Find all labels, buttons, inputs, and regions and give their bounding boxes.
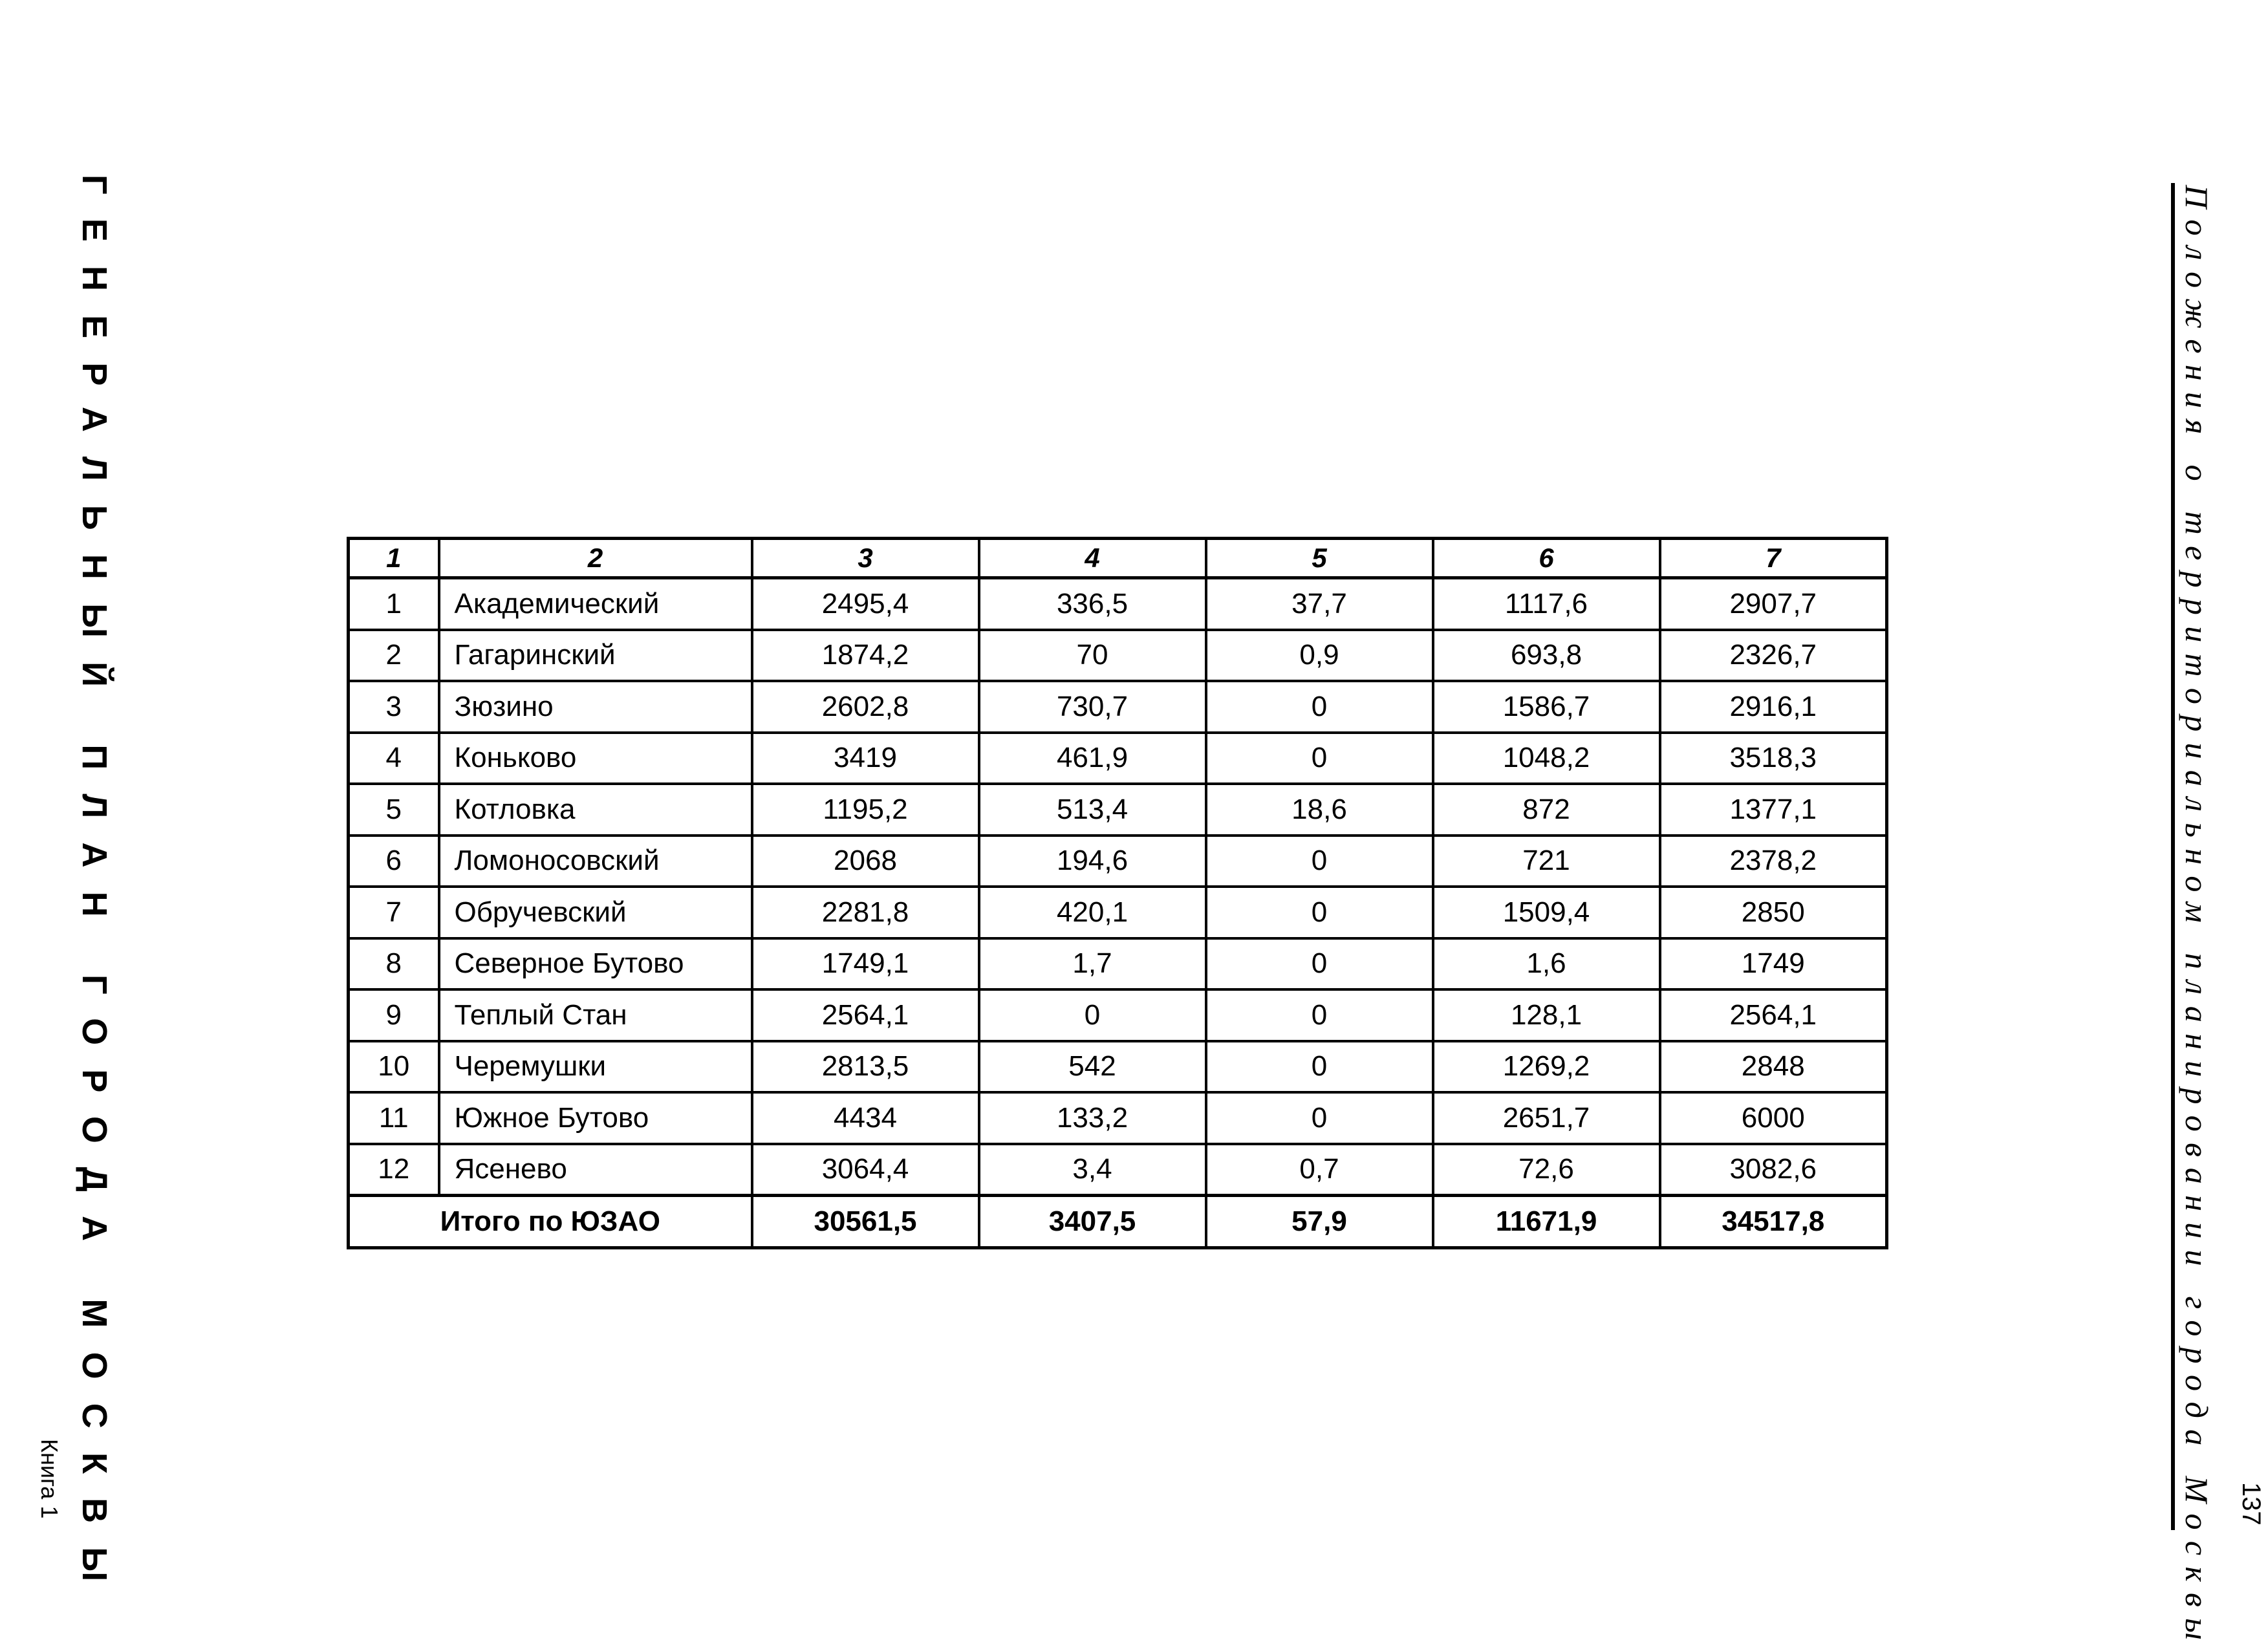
table-cell: 2651,7 xyxy=(1433,1092,1660,1144)
table-row xyxy=(349,989,1887,1041)
table-body xyxy=(349,578,1887,1196)
table-cell: 693,8 xyxy=(1433,630,1660,682)
table-cell: 2848 xyxy=(1660,1041,1887,1093)
district-name: Южное Бутово xyxy=(439,1092,752,1144)
table-cell: 0,9 xyxy=(1206,630,1433,682)
district-name: Коньково xyxy=(439,733,752,784)
table-cell: 18,6 xyxy=(1206,784,1433,836)
table-cell: 0 xyxy=(979,989,1206,1041)
table-cell: 0,7 xyxy=(1206,1144,1433,1196)
total-value: 30561,5 xyxy=(752,1196,979,1248)
table-cell: 0 xyxy=(1206,938,1433,990)
table-cell: 1,6 xyxy=(1433,938,1660,990)
table-cell: 0 xyxy=(1206,989,1433,1041)
column-header: 7 xyxy=(1660,539,1887,578)
total-value: 57,9 xyxy=(1206,1196,1433,1248)
table-cell: 3082,6 xyxy=(1660,1144,1887,1196)
table-cell: 2564,1 xyxy=(1660,989,1887,1041)
table-cell: 2495,4 xyxy=(752,578,979,630)
table-cell: 128,1 xyxy=(1433,989,1660,1041)
table-cell: 37,7 xyxy=(1206,578,1433,630)
district-name: Теплый Стан xyxy=(439,989,752,1041)
table-row xyxy=(349,578,1887,630)
header-row xyxy=(349,539,1887,578)
table-cell: 2602,8 xyxy=(752,681,979,733)
table-cell: 1749,1 xyxy=(752,938,979,990)
row-number: 4 xyxy=(349,733,439,784)
row-number: 6 xyxy=(349,836,439,887)
table-cell: 461,9 xyxy=(979,733,1206,784)
row-number: 9 xyxy=(349,989,439,1041)
table-cell: 1,7 xyxy=(979,938,1206,990)
row-number: 12 xyxy=(349,1144,439,1196)
table-cell: 3419 xyxy=(752,733,979,784)
table-row xyxy=(349,630,1887,682)
table-cell: 4434 xyxy=(752,1092,979,1144)
table-row xyxy=(349,1041,1887,1093)
table-cell: 2564,1 xyxy=(752,989,979,1041)
table-row xyxy=(349,887,1887,938)
district-name: Котловка xyxy=(439,784,752,836)
table-cell: 194,6 xyxy=(979,836,1206,887)
district-name: Ясенево xyxy=(439,1144,752,1196)
district-name: Ломоносовский xyxy=(439,836,752,887)
table-cell: 1874,2 xyxy=(752,630,979,682)
table-row xyxy=(349,681,1887,733)
district-name: Зюзино xyxy=(439,681,752,733)
column-header: 3 xyxy=(752,539,979,578)
section-title: Положения о территориальном планировании города Москвы xyxy=(2179,185,2215,1651)
row-number: 3 xyxy=(349,681,439,733)
district-name: Черемушки xyxy=(439,1041,752,1093)
row-number: 8 xyxy=(349,938,439,990)
row-number: 11 xyxy=(349,1092,439,1144)
total-value: 3407,5 xyxy=(979,1196,1206,1248)
table-cell: 2378,2 xyxy=(1660,836,1887,887)
district-name: Северное Бутово xyxy=(439,938,752,990)
total-row xyxy=(349,1196,1887,1248)
total-label: Итого по ЮЗАО xyxy=(349,1196,752,1248)
table-row xyxy=(349,733,1887,784)
table-cell: 2916,1 xyxy=(1660,681,1887,733)
table-cell: 133,2 xyxy=(979,1092,1206,1144)
table-cell: 2907,7 xyxy=(1660,578,1887,630)
table-cell: 0 xyxy=(1206,733,1433,784)
table-cell: 3518,3 xyxy=(1660,733,1887,784)
table-cell: 1749 xyxy=(1660,938,1887,990)
table-cell: 1048,2 xyxy=(1433,733,1660,784)
table-cell: 0 xyxy=(1206,887,1433,938)
table-cell: 2068 xyxy=(752,836,979,887)
table-cell: 0 xyxy=(1206,1092,1433,1144)
table-row xyxy=(349,1092,1887,1144)
row-number: 5 xyxy=(349,784,439,836)
total-value: 11671,9 xyxy=(1433,1196,1660,1248)
table-cell: 420,1 xyxy=(979,887,1206,938)
table-cell: 1195,2 xyxy=(752,784,979,836)
table-cell: 336,5 xyxy=(979,578,1206,630)
table-cell: 1117,6 xyxy=(1433,578,1660,630)
book-title: ГЕНЕРАЛЬНЫЙ ПЛАН ГОРОДА МОСКВЫ xyxy=(75,175,114,1606)
table-cell: 70 xyxy=(979,630,1206,682)
column-header: 6 xyxy=(1433,539,1660,578)
column-header: 5 xyxy=(1206,539,1433,578)
district-name: Академический xyxy=(439,578,752,630)
table-cell: 0 xyxy=(1206,1041,1433,1093)
table-cell: 0 xyxy=(1206,681,1433,733)
book-volume-label: Книга 1 xyxy=(36,1439,63,1519)
table-cell: 872 xyxy=(1433,784,1660,836)
table-row xyxy=(349,1144,1887,1196)
table-cell: 0 xyxy=(1206,836,1433,887)
table-row xyxy=(349,938,1887,990)
table-cell: 721 xyxy=(1433,836,1660,887)
table-cell: 6000 xyxy=(1660,1092,1887,1144)
table-cell: 1586,7 xyxy=(1433,681,1660,733)
table-row xyxy=(349,784,1887,836)
table-cell: 1377,1 xyxy=(1660,784,1887,836)
table-cell: 2813,5 xyxy=(752,1041,979,1093)
table-cell: 513,4 xyxy=(979,784,1206,836)
row-number: 10 xyxy=(349,1041,439,1093)
district-table xyxy=(347,537,1888,1249)
table-cell: 730,7 xyxy=(979,681,1206,733)
column-header: 1 xyxy=(349,539,439,578)
row-number: 7 xyxy=(349,887,439,938)
page-number: 137 xyxy=(2237,1482,2265,1526)
table-cell: 2326,7 xyxy=(1660,630,1887,682)
total-value: 34517,8 xyxy=(1660,1196,1887,1248)
district-name: Гагаринский xyxy=(439,630,752,682)
right-margin-rule xyxy=(2171,183,2175,1530)
district-name: Обручевский xyxy=(439,887,752,938)
table-cell: 3,4 xyxy=(979,1144,1206,1196)
table-row xyxy=(349,836,1887,887)
table-cell: 72,6 xyxy=(1433,1144,1660,1196)
table-cell: 2281,8 xyxy=(752,887,979,938)
row-number: 2 xyxy=(349,630,439,682)
table-cell: 1509,4 xyxy=(1433,887,1660,938)
table-cell: 2850 xyxy=(1660,887,1887,938)
table-cell: 1269,2 xyxy=(1433,1041,1660,1093)
row-number: 1 xyxy=(349,578,439,630)
column-header: 2 xyxy=(439,539,752,578)
table-cell: 542 xyxy=(979,1041,1206,1093)
table-cell: 3064,4 xyxy=(752,1144,979,1196)
column-header: 4 xyxy=(979,539,1206,578)
